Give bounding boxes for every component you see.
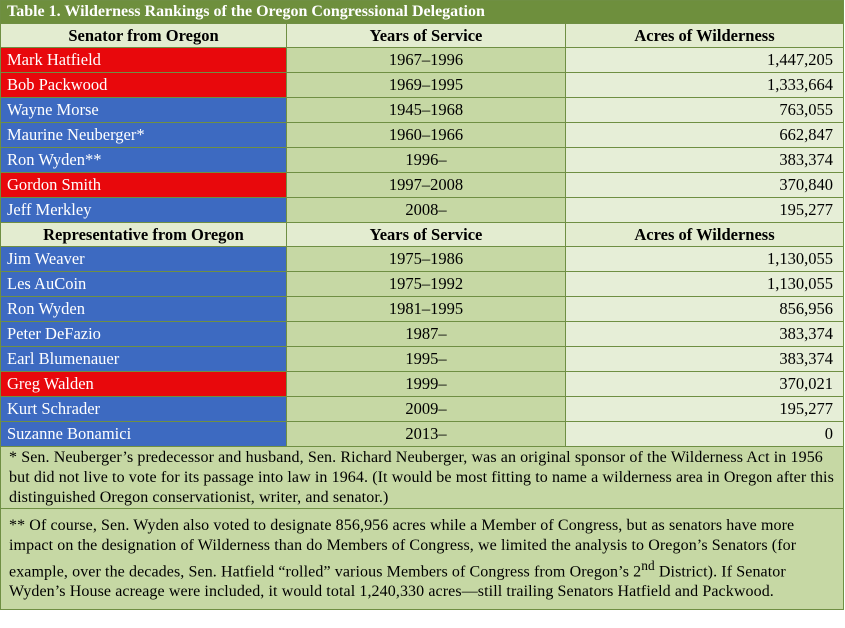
years-of-service: 1995– (287, 347, 566, 372)
acres-of-wilderness: 0 (566, 422, 844, 447)
footnote-row-1 (1, 447, 844, 509)
member-name: Suzanne Bonamici (1, 422, 287, 447)
senator-row (1, 123, 844, 148)
representative-row (1, 322, 844, 347)
member-name: Mark Hatfield (1, 48, 287, 73)
years-of-service: 1997–2008 (287, 173, 566, 198)
representative-row (1, 397, 844, 422)
acres-of-wilderness: 195,277 (566, 397, 844, 422)
member-name: Gordon Smith (1, 173, 287, 198)
member-name: Bob Packwood (1, 73, 287, 98)
years-column-header: Years of Service (287, 24, 566, 48)
years-column-header: Years of Service (287, 223, 566, 247)
member-name: Kurt Schrader (1, 397, 287, 422)
acres-column-header: Acres of Wilderness (566, 223, 844, 247)
years-of-service: 1960–1966 (287, 123, 566, 148)
member-name: Les AuCoin (1, 272, 287, 297)
acres-of-wilderness: 1,447,205 (566, 48, 844, 73)
senator-row (1, 173, 844, 198)
senator-row (1, 148, 844, 173)
footnote-neuberger: * Sen. Neuberger’s predecessor and husband, Sen. Richard Neuberger, was an original sponsor of the Wilderness Act in 1956 but did not live to vote for its passage into law in 1964. (It would be most fitting to name a wilderness area in Oregon after this distinguished Oregon conservationist, writer, and senator.) (1, 447, 844, 509)
years-of-service: 1975–1986 (287, 247, 566, 272)
footnote-wyden-text-a: ** Of course, Sen. Wyden also voted to designate 856,956 acres while a Member of Congress, but as senators have more impact on the designation of Wilderness than do Members of Congress, we limited the analysis to Oregon’s Senators (for example, over the decades, Sen. Hatfield “rolled” various Members of Congress from Oregon’s 2 (9, 516, 797, 581)
table-title-row (1, 1, 844, 24)
acres-of-wilderness: 856,956 (566, 297, 844, 322)
representative-row (1, 247, 844, 272)
member-name: Jim Weaver (1, 247, 287, 272)
acres-of-wilderness: 662,847 (566, 123, 844, 148)
member-name: Peter DeFazio (1, 322, 287, 347)
senate-header-row (1, 24, 844, 48)
years-of-service: 1969–1995 (287, 73, 566, 98)
member-name: Ron Wyden** (1, 148, 287, 173)
acres-of-wilderness: 195,277 (566, 198, 844, 223)
footnote-wyden-text-b: District). If Senator Wyden’s House acreage were included, it would total 1,240,330 acres—still trailing Senators Hatfield and Packwood. (9, 563, 786, 601)
member-name: Wayne Morse (1, 98, 287, 123)
representative-row (1, 297, 844, 322)
acres-of-wilderness: 763,055 (566, 98, 844, 123)
years-of-service: 1975–1992 (287, 272, 566, 297)
years-of-service: 1987– (287, 322, 566, 347)
acres-column-header: Acres of Wilderness (566, 24, 844, 48)
member-name: Jeff Merkley (1, 198, 287, 223)
member-name: Earl Blumenauer (1, 347, 287, 372)
acres-of-wilderness: 383,374 (566, 148, 844, 173)
years-of-service: 1999– (287, 372, 566, 397)
member-name: Ron Wyden (1, 297, 287, 322)
years-of-service: 1981–1995 (287, 297, 566, 322)
member-name: Greg Walden (1, 372, 287, 397)
representative-column-header: Representative from Oregon (1, 223, 287, 247)
years-of-service: 1996– (287, 148, 566, 173)
senator-row (1, 98, 844, 123)
acres-of-wilderness: 1,130,055 (566, 247, 844, 272)
footnote-row-2 (1, 509, 844, 610)
years-of-service: 2013– (287, 422, 566, 447)
house-header-row (1, 223, 844, 247)
years-of-service: 2008– (287, 198, 566, 223)
acres-of-wilderness: 1,130,055 (566, 272, 844, 297)
acres-of-wilderness: 370,840 (566, 173, 844, 198)
senator-row (1, 73, 844, 98)
member-name: Maurine Neuberger* (1, 123, 287, 148)
representative-row (1, 372, 844, 397)
years-of-service: 2009– (287, 397, 566, 422)
acres-of-wilderness: 383,374 (566, 347, 844, 372)
table-title: Table 1. Wilderness Rankings of the Oregon Congressional Delegation (1, 1, 844, 24)
acres-of-wilderness: 1,333,664 (566, 73, 844, 98)
senator-column-header: Senator from Oregon (1, 24, 287, 48)
senator-row (1, 48, 844, 73)
acres-of-wilderness: 370,021 (566, 372, 844, 397)
representative-row (1, 422, 844, 447)
years-of-service: 1967–1996 (287, 48, 566, 73)
acres-of-wilderness: 383,374 (566, 322, 844, 347)
footnote-wyden (1, 509, 844, 610)
senator-row (1, 198, 844, 223)
representative-row (1, 347, 844, 372)
years-of-service: 1945–1968 (287, 98, 566, 123)
footnote-wyden-sup: nd (641, 557, 655, 573)
representative-row (1, 272, 844, 297)
